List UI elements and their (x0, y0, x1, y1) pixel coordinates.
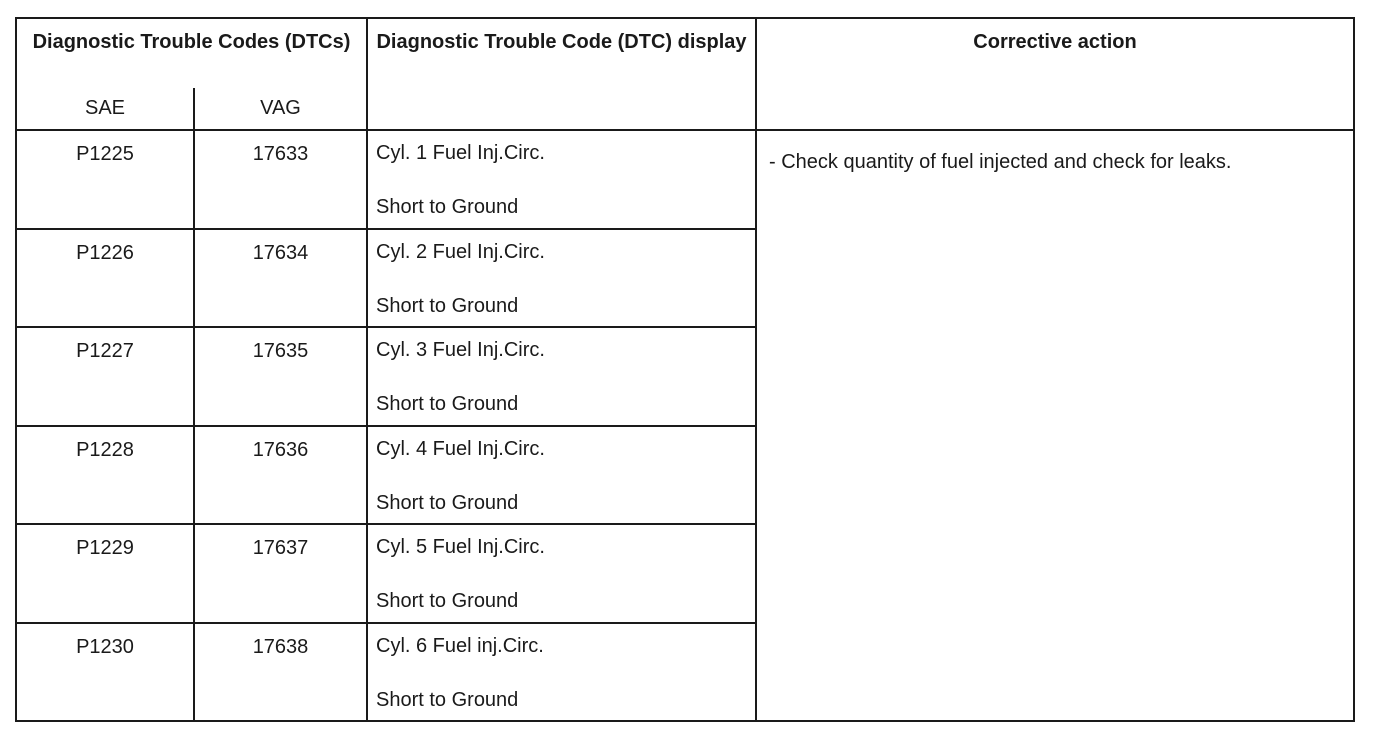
dtc-display (367, 524, 756, 622)
dtc-display-line1: Cyl. 4 Fuel Inj.Circ. (376, 437, 545, 460)
table-row (16, 130, 1354, 228)
dtc-display (367, 426, 756, 524)
sae-code: P1229 (16, 524, 194, 622)
sae-code: P1227 (16, 327, 194, 425)
dtc-display-line1: Cyl. 6 Fuel inj.Circ. (376, 634, 544, 657)
vag-header: VAG (194, 88, 367, 130)
vag-code: 17633 (194, 130, 367, 228)
dtc-display-line2: Short to Ground (376, 491, 519, 514)
corrective-action-cell (756, 130, 1354, 721)
vag-code: 17637 (194, 524, 367, 622)
sae-code: P1230 (16, 623, 194, 722)
sae-code: P1228 (16, 426, 194, 524)
dtcs-group-header: Diagnostic Trouble Codes (DTCs) (16, 18, 367, 88)
dtc-display-line1: Cyl. 1 Fuel Inj.Circ. (376, 142, 545, 165)
dtc-display-header: Diagnostic Trouble Code (DTC) display (367, 18, 756, 130)
sae-header: SAE (16, 88, 194, 130)
dtc-display-line1: Cyl. 5 Fuel Inj.Circ. (376, 536, 545, 559)
sae-code: P1226 (16, 229, 194, 327)
dtc-display-line1: Cyl. 3 Fuel Inj.Circ. (376, 339, 545, 362)
dtc-display-line2: Short to Ground (376, 688, 519, 711)
vag-code: 17636 (194, 426, 367, 524)
vag-code: 17635 (194, 327, 367, 425)
dtc-display (367, 327, 756, 425)
dtc-display-line2: Short to Ground (376, 294, 519, 317)
dtc-display (367, 130, 756, 228)
vag-code: 17638 (194, 623, 367, 722)
dtc-display-line1: Cyl. 2 Fuel Inj.Circ. (376, 240, 545, 263)
dtc-display (367, 229, 756, 327)
dtc-display-line2: Short to Ground (376, 590, 519, 613)
vag-code: 17634 (194, 229, 367, 327)
dtc-table (15, 17, 1355, 722)
corrective-action-header: Corrective action (756, 18, 1354, 130)
dtc-display-line2: Short to Ground (376, 393, 519, 416)
table-header-row (16, 18, 1354, 88)
dtc-display-line2: Short to Ground (376, 196, 519, 219)
corrective-action-text: - Check quantity of fuel injected and check for leaks. (769, 151, 1232, 174)
sae-code: P1225 (16, 130, 194, 228)
dtc-display (367, 623, 756, 722)
